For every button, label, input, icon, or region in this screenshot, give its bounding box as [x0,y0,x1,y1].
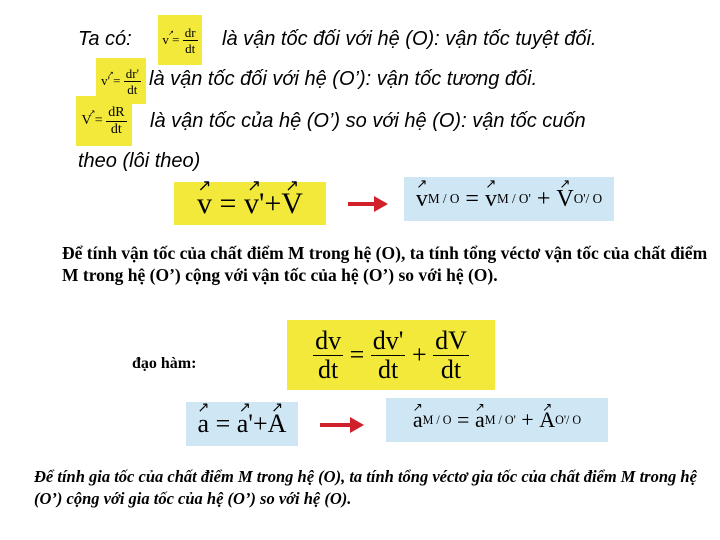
numerator: dr [184,24,196,40]
velocity-frame-equation [404,177,614,221]
equals-sign: = [465,185,479,212]
denominator: dt [127,81,138,97]
equals-sign: = [215,409,231,438]
plus-sign: + [253,409,268,438]
numerator: dv [315,325,342,355]
denominator: dt [440,354,462,384]
denominator: dt [185,40,196,56]
equals-sign: = [349,340,365,369]
line3-text: là vận tốc của hệ (O’) so với hệ (O): vận tốc cuốn [150,110,586,132]
formula-frame-velocity [76,96,132,146]
subscript: M / O [427,191,460,206]
vector-a: ↗ a [413,407,423,433]
line2-text: là vận tốc đối với hệ (O’): vận tốc tương đối. [149,68,538,90]
numerator: dv' [372,325,404,355]
fraction [124,67,141,96]
subscript: M / O' [496,191,531,206]
subscript: O'/ O [573,191,603,206]
denominator: dt [377,354,399,384]
derivative-label: đạo hàm: [132,355,197,372]
vector-a: ↗ a [475,407,485,433]
vector-A: ↗ A [268,409,287,439]
vector-v: ↗ v [416,186,428,213]
velocity-explanation: Để tính vận tốc của chất điểm M trong hệ (O), ta tính tổng véctơ vận tốc của chất điểm M trong hệ (O’) cộng với vận tốc của hệ (O’) so với hệ (O). [62,243,708,285]
denominator: dt [110,121,122,137]
formula-absolute-velocity [158,15,202,65]
subscript: O'/ O [555,412,582,427]
plus-sign: + [411,340,427,369]
numerator: dR [108,104,125,120]
velocity-sum-equation [174,182,326,225]
red-arrow-icon [318,414,366,436]
vector-a-prime: ↗ a' [237,409,253,439]
intro-prefix: Ta có: [78,28,132,50]
fraction [183,26,198,55]
plus-sign: + [521,407,534,432]
denominator: dt [317,354,339,384]
vector-v-prime: ↗ v' [244,187,264,221]
equals-sign: = [219,186,237,220]
vector-V: ↗ V [281,187,303,221]
vector-a: ↗ a [198,409,210,439]
vector-v: ↗ v [485,186,497,213]
plus-sign: + [264,186,282,220]
fraction [313,325,343,384]
red-arrow-icon [346,193,390,215]
acceleration-sum-equation [186,402,298,446]
fraction [106,106,126,137]
vector-v-prime: ↗ v' = [101,73,120,89]
derivative-equation [287,320,495,390]
vector-v: ↗ v = [162,32,179,48]
acceleration-explanation: Để tính gia tốc của chất điểm M trong hệ (O), ta tính tổng véctơ gia tốc của chất điểm M trong hệ (O’) cộng với gia tốc của hệ (O’) so với hệ (O). [34,467,697,508]
subscript: M / O' [484,412,516,427]
vector-V: ↗ V = [81,113,102,129]
numerator: dr' [125,65,139,81]
line1-text: là vận tốc đối với hệ (O): vận tốc tuyệt đối. [222,28,597,50]
line3-continuation: theo (lôi theo) [78,150,201,172]
numerator: dV [435,325,467,355]
vector-V: ↗ V [556,186,573,213]
equals-sign: = [457,407,470,432]
fraction [433,325,469,384]
plus-sign: + [536,185,551,212]
fraction [371,325,406,384]
vector-v: ↗ v [197,187,212,221]
acceleration-frame-equation [386,398,608,442]
vector-A: ↗ A [539,407,555,433]
subscript: M / O [422,412,452,427]
